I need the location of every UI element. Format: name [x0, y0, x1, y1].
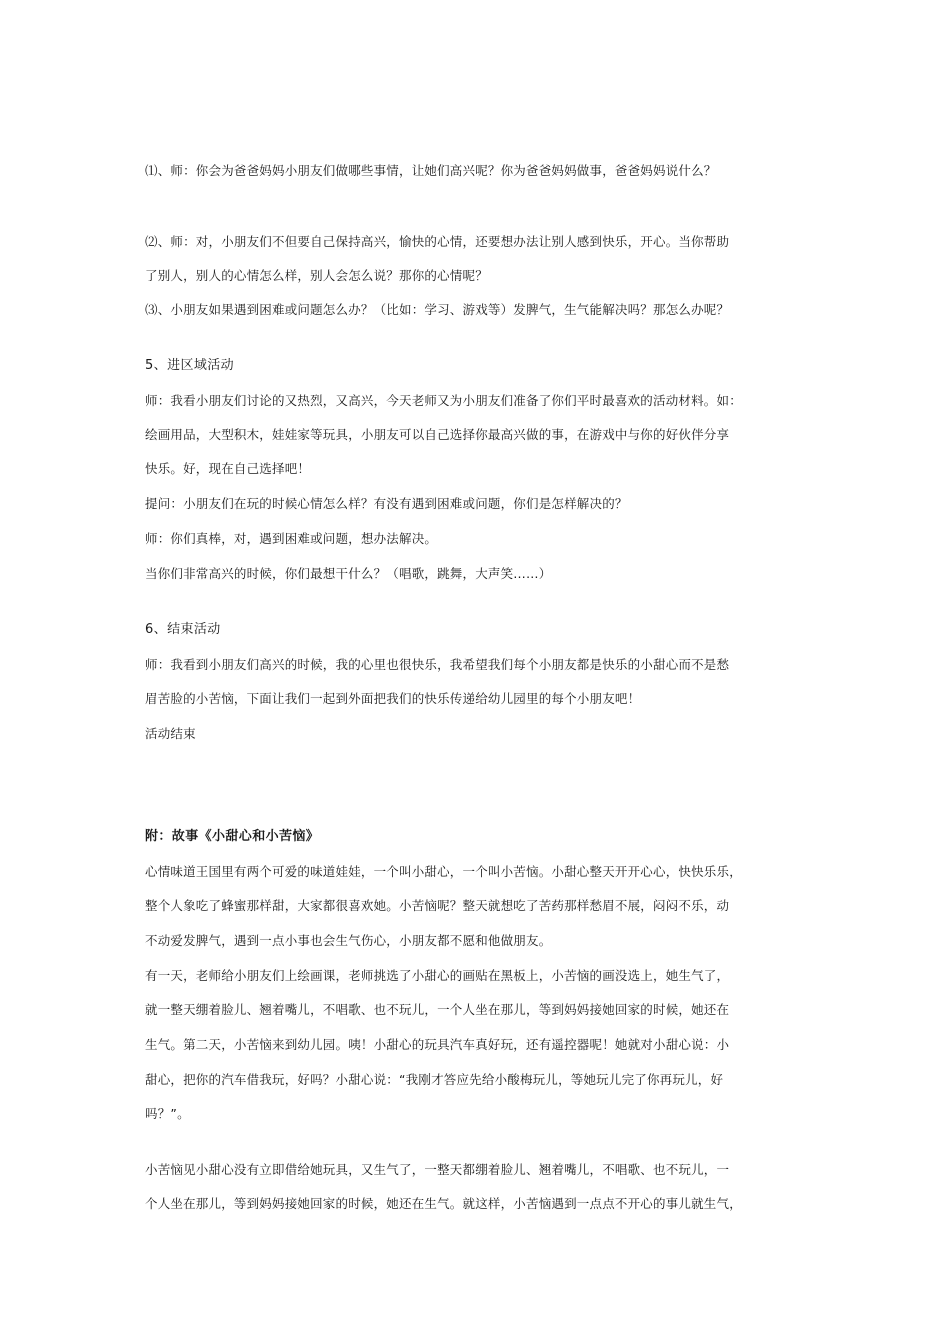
section-6-paragraph-2: 活动结束	[145, 726, 196, 741]
story-paragraph-1-line-3: 不动爱发脾气，遇到一点小事也会生气伤心，小朋友都不愿和他做朋友。	[145, 933, 552, 948]
story-paragraph-1-line-1: 心情味道王国里有两个可爱的味道娃娃，一个叫小甜心，一个叫小苦恼。小甜心整天开开心心，快快乐乐，	[145, 864, 742, 879]
story-paragraph-3-line-1: 小苦恼见小甜心没有立即借给她玩具，又生气了，一整天都绷着脸儿、翘着嘴儿，不唱歌、也不玩儿，一	[145, 1162, 730, 1177]
section-5-paragraph-1-line-1: 师：我看小朋友们讨论的又热烈，又高兴，今天老师又为小朋友们准备了你们平时最喜欢的活动材料。如：	[145, 393, 742, 408]
appendix-heading: 附：故事《小甜心和小苦恼》	[145, 829, 320, 844]
section-6-paragraph-1-line-1: 师：我看到小朋友们高兴的时候，我的心里也很快乐，我希望我们每个小朋友都是快乐的小甜心而不是愁	[145, 657, 730, 672]
story-paragraph-2-line-2: 就一整天绷着脸儿、翘着嘴儿，不唱歌、也不玩儿，一个人坐在那儿，等到妈妈接她回家的时候，她还在	[145, 1002, 730, 1017]
story-paragraph-3-line-2: 个人坐在那儿，等到妈妈接她回家的时候，她还在生气。就这样，小苦恼遇到一点点不开心的事儿就生气，	[145, 1196, 742, 1211]
section-5-paragraph-3: 师：你们真棒，对，遇到困难或问题，想办法解决。	[145, 531, 438, 546]
question-3: ⑶、小朋友如果遇到困难或问题怎么办？（比如：学习、游戏等）发脾气，生气能解决吗？那怎么办呢？	[145, 302, 730, 317]
section-5-paragraph-4: 当你们非常高兴的时候，你们最想干什么？（唱歌，跳舞，大声笑……）	[145, 566, 552, 581]
section-6-heading: 6、结束活动	[145, 622, 221, 637]
story-paragraph-1-line-2: 整个人象吃了蜂蜜那样甜，大家都很喜欢她。小苦恼呢？整天就想吃了苦药那样愁眉不展，闷闷不乐，动	[145, 898, 730, 913]
section-5-heading: 5、进区域活动	[145, 358, 235, 373]
section-6-paragraph-1-line-2: 眉苦脸的小苦恼，下面让我们一起到外面把我们的快乐传递给幼儿园里的每个小朋友吧！	[145, 691, 641, 706]
story-paragraph-2-line-4: 甜心，把你的汽车借我玩，好吗？小甜心说：“我刚才答应先给小酸梅玩儿，等她玩儿完了你再玩儿，好	[145, 1072, 724, 1087]
story-paragraph-2-line-3: 生气。第二天，小苦恼来到幼儿园。咦！小甜心的玩具汽车真好玩，还有遥控器呢！她就对小甜心说：小	[145, 1037, 730, 1052]
section-5-paragraph-1-line-2: 绘画用品，大型积木，娃娃家等玩具，小朋友可以自己选择你最高兴做的事，在游戏中与你的好伙伴分享	[145, 427, 730, 442]
question-2-line-2: 了别人，别人的心情怎么样，别人会怎么说？那你的心情呢？	[145, 268, 488, 283]
question-2-line-1: ⑵、师：对，小朋友们不但要自己保持高兴，愉快的心情，还要想办法让别人感到快乐，开心。当你帮助	[145, 234, 730, 249]
story-paragraph-2-line-5: 吗？”。	[145, 1106, 190, 1121]
section-5-paragraph-1-line-3: 快乐。好，现在自己选择吧！	[145, 461, 311, 476]
question-1: ⑴、师：你会为爸爸妈妈小朋友们做哪些事情，让她们高兴呢？你为爸爸妈妈做事，爸爸妈妈说什么？	[145, 163, 717, 178]
section-5-paragraph-2: 提问：小朋友们在玩的时候心情怎么样？有没有遇到困难或问题，你们是怎样解决的？	[145, 496, 628, 511]
story-paragraph-2-line-1: 有一天，老师给小朋友们上绘画课，老师挑选了小甜心的画贴在黑板上，小苦恼的画没选上，她生气了，	[145, 968, 730, 983]
